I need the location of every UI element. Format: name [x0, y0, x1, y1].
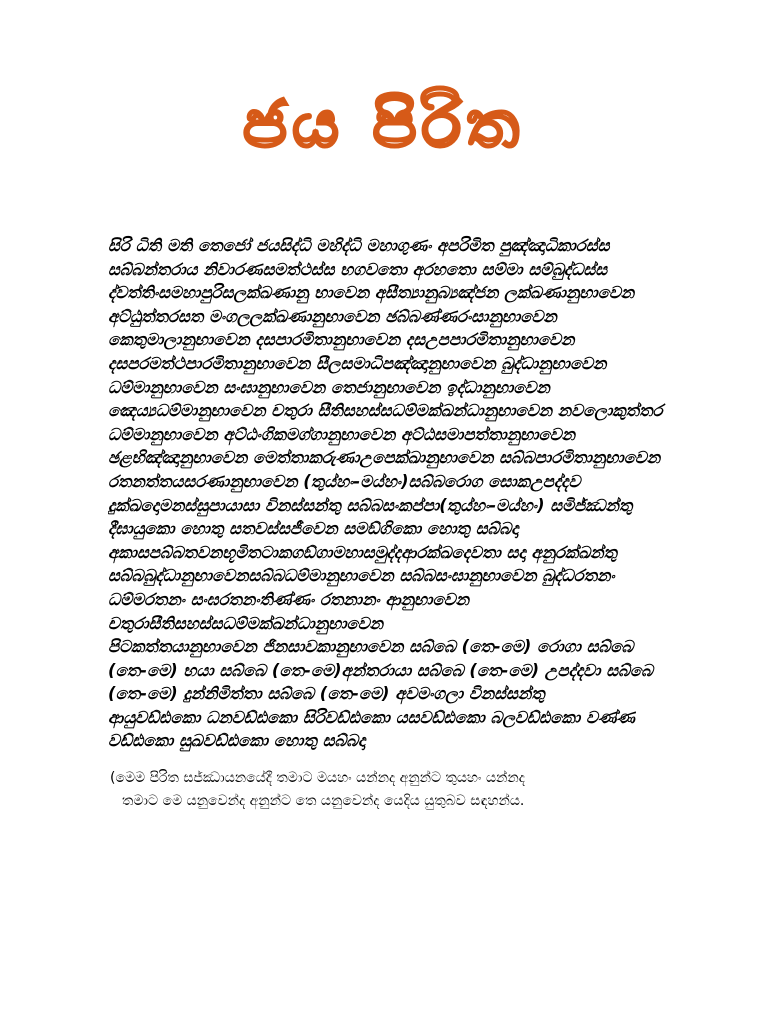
verse-line: රතනත්තයසරණානුභාවෙන (තුය්හං-මය්හං)සබ්බරොග සොකඋපද්දව [108, 471, 581, 491]
verse-line: ආයුවඩ්ඪකො ධනවඩ්ඪකො සිරිවඩ්ඪකො යසවඩ්ඪකො බලවඩ්ඪකො වණ්ණ [108, 707, 635, 727]
verse-line: ධම්මරතනං සංඝරතනංතිණ්ණං රතනානං ආනුභාවෙන [108, 589, 469, 609]
usage-note [110, 767, 630, 813]
verse-line: සබ්බබුද්ධානුභාවෙනසබ්බධම්මානුභාවෙන සබ්බසංඝානුභාවෙන බුද්ධරතනං [108, 566, 615, 586]
verse-line: ධම්මානුභාවෙන සංඝානුභාවෙන තෙජානුභාවෙන ඉද්ධානුභාවෙන [108, 377, 550, 397]
note-line: (මෙම පිරිත සජ්ඣායනයේදී තමාට මයහං යන්නද අනුන්ට තුයහං යන්නද [110, 770, 525, 786]
verse-line: ද්වත්තිංසමහාපුරිසලක්ඛණානු භාවෙන අසීත්‍යානුබ්‍යඤ්ජන ලක්ඛණානුභාවෙන [108, 283, 635, 303]
page-title: ජය පිරිත [243, 88, 525, 162]
verse-line: කෙතුමාලානුභාවෙන දසපාරමිතානුභාවෙන දසඋපපාරමිතානුභාවෙන [108, 330, 575, 350]
verse-line: පිටකත්තයානුභාවෙන ජිනසාවකානුභාවෙන සබ්බෙ (තෙ-මෙ) රොගා සබ්බෙ [108, 637, 634, 657]
verse-line: චතුරාසීතිසහස්සධම්මක්ඛන්ධානුභාවෙන [108, 613, 384, 633]
verse-line: (තෙ-මෙ) දුන්නිමිත්තා සබ්බෙ (තෙ-මෙ) අවමංගලා විනස්සන්තු [108, 684, 545, 704]
verse-body [108, 234, 668, 753]
note-line: තමාට මෙ යනුවෙන්ද අනුන්ට තෙ යනුවෙන්ද යෙදිය යුතුබව සඳහන්ය. [122, 793, 525, 809]
verse-line: ඤෙය්‍යධම්මානුභාවෙන චතුරා සීතිසහස්සධම්මක්ඛන්ධානුභාවෙන නවලොකුත්තර [108, 401, 663, 421]
verse-line: සිරි ධිති මති තෙජෝ ජයසිද්ධි මහිද්ධි මහාගුණං අපරිමිත පුඤ්ඤාධිකාරස්ස [108, 236, 610, 255]
verse-line: දුක්ඛදොමනස්සුපායාසා විනස්සන්තු සබ්බසංකප්පා(තුය්හං-මය්හං) සමිජ්ඣන්තු [108, 495, 633, 515]
verse-line: අට්ඨුත්තරසත මංගලලක්ඛණානුභාවෙන ඡබ්බණ්ණරංසානුභාවෙන [108, 306, 557, 326]
verse-line: අකාසපබ්බතවනභූමිතටාකගඞ්ගාමහාසමුද්දආරක්ඛදෙවතා සදා අනුරක්ඛන්තු [108, 542, 617, 562]
verse-line: සබ්බන්තරාය නිවාරණසමත්ථස්ස භගවතො අරහතො සම්මා සම්බුද්ධස්ස [108, 259, 608, 279]
verse-line: (තෙ-මෙ) භයා සබ්බෙ (තෙ-මෙ)අන්තරායා සබ්බෙ (තෙ-මෙ) උපද්දවා සබ්බෙ [108, 660, 653, 680]
verse-line: දසපරමත්ථපාරමිතානුභාවෙන සීලසමාධිපඤ්ඤානුභාවෙන බුද්ධානුභාවෙන [108, 353, 607, 373]
verse-line: ධම්මානුභාවෙන අට්ඨංගිකමග්ගානුභාවෙන අට්ඨසමාපත්තානුභාවෙන [108, 424, 576, 444]
verse-line: දීඝායුකො හොතු සතවස්සජීවෙන සමඞ්ගිකො හොතු සබ්බදා [108, 519, 519, 539]
verse-line: වඩ්ඪකො සුඛවඩ්ඪකො හොතු සබ්බදා [108, 731, 366, 751]
verse-line: ඡළභිඤ්ඤානුභාවෙන මෙත්තාකරුණාඋපෙක්ඛානුභාවෙන සබ්බපාරමිතානුභාවෙන [108, 448, 661, 468]
